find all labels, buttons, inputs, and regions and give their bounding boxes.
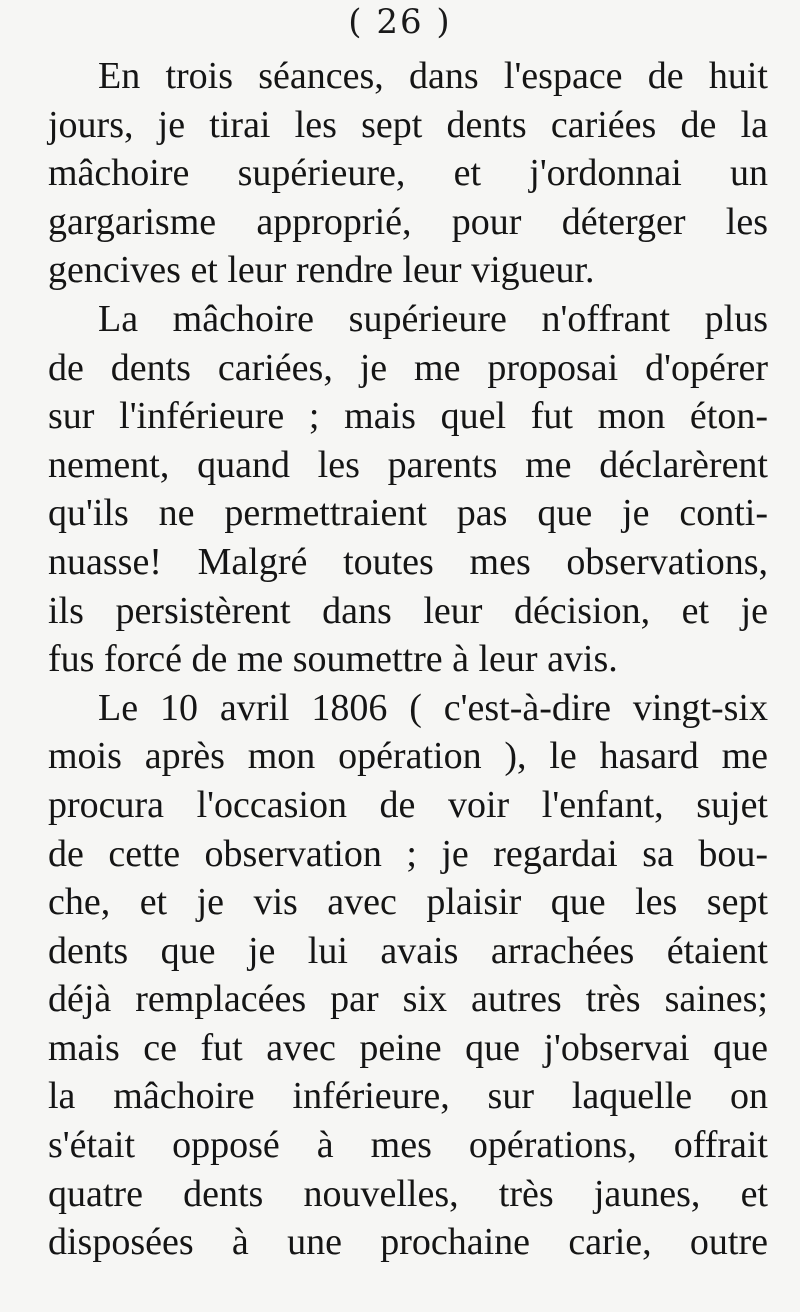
text-line: sur l'inférieure ; mais quel fut mon éton- — [48, 395, 768, 438]
text-line: fus forcé de me soumettre à leur avis. — [48, 638, 618, 681]
text-line: mâchoire supérieure, et j'ordonnai un — [48, 152, 768, 195]
text-line: che, et je vis avec plaisir que les sept — [48, 881, 768, 924]
text-line: La mâchoire supérieure n'offrant plus — [98, 297, 768, 340]
text-line: ils persistèrent dans leur décision, et je — [48, 589, 768, 632]
text-line: dents que je lui avais arrachées étaient — [48, 929, 768, 972]
page-number: ( 26 ) — [348, 2, 452, 42]
body-text — [48, 52, 768, 1267]
text-line: de dents cariées, je me proposai d'opérer — [48, 346, 768, 389]
text-line: Le 10 avril 1806 ( c'est-à-dire vingt-six — [98, 686, 768, 729]
text-line: la mâchoire inférieure, sur laquelle on — [48, 1075, 768, 1118]
text-line: gargarisme approprié, pour déterger les — [48, 200, 768, 243]
text-line: En trois séances, dans l'espace de huit — [98, 55, 768, 97]
text-line: qu'ils ne permettraient pas que je conti- — [48, 492, 768, 535]
text-line: mais ce fut avec peine que j'observai que — [48, 1026, 768, 1069]
text-line: disposées à une prochaine carie, outre — [48, 1221, 768, 1264]
text-line: gencives et leur rendre leur vigueur. — [48, 249, 595, 292]
text-line: s'était opposé à mes opérations, offrait — [48, 1124, 768, 1167]
text-line: quatre dents nouvelles, très jaunes, et — [48, 1172, 768, 1215]
text-line: nuasse! Malgré toutes mes observations, — [48, 540, 768, 583]
text-line: nement, quand les parents me déclarèrent — [48, 443, 768, 486]
text-line: de cette observation ; je regardai sa bou- — [48, 832, 768, 875]
text-line: mois après mon opération ), le hasard me — [48, 735, 768, 778]
text-line: jours, je tirai les sept dents cariées de la — [48, 103, 768, 146]
text-line: déjà remplacées par six autres très saines; — [48, 978, 768, 1021]
text-line: procura l'occasion de voir l'enfant, sujet — [48, 783, 768, 826]
